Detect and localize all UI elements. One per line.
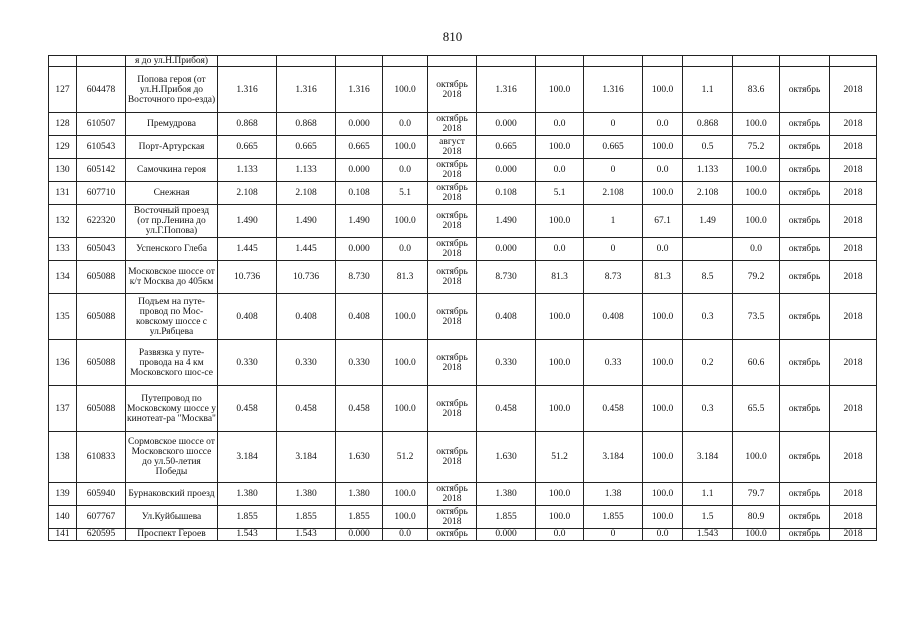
- cell-length-fact: 1.316: [477, 67, 536, 113]
- cell-length-2: 0: [584, 238, 643, 261]
- table-row: [49, 136, 877, 159]
- cell-number: 141: [49, 529, 77, 541]
- cell-length-3: 0.5: [683, 136, 733, 159]
- cell-date: октябрь 2018: [428, 432, 477, 483]
- cell-number: 130: [49, 159, 77, 182]
- cell-name: Успенского Глеба: [126, 238, 218, 261]
- cell-number: 135: [49, 294, 77, 340]
- cell-code: 610543: [77, 136, 126, 159]
- table-row: [49, 529, 877, 541]
- cell-percent-2: 100.0: [643, 136, 683, 159]
- cell-percent-3: 100.0: [733, 113, 780, 136]
- cell-percent-3: 100.0: [733, 182, 780, 205]
- cell-number: 131: [49, 182, 77, 205]
- cell-percent-done: 100.0: [383, 67, 428, 113]
- cell-date: октябрь 2018: [428, 386, 477, 432]
- table-row: [49, 294, 877, 340]
- cell-name: Подъем на путе-провод по Мос-ковскому шоссе с ул.Рябцева: [126, 294, 218, 340]
- cell-length-total: 1.490: [218, 205, 277, 238]
- cell-percent-fact: 100.0: [536, 340, 584, 386]
- cell-number: 140: [49, 506, 77, 529]
- table-row: [49, 159, 877, 182]
- cell-length-3: 0.2: [683, 340, 733, 386]
- cell-date: октябрь 2018: [428, 261, 477, 294]
- cell-percent-done: 100.0: [383, 386, 428, 432]
- cell-length-2: 3.184: [584, 432, 643, 483]
- cell-percent-fact: 81.3: [536, 261, 584, 294]
- cell-name: Порт-Артурская: [126, 136, 218, 159]
- cell-length-done: 1.490: [336, 205, 383, 238]
- cell-code: 604478: [77, 67, 126, 113]
- cell-percent-3: 79.2: [733, 261, 780, 294]
- cell-percent-2: 67.1: [643, 205, 683, 238]
- cell-length-plan: 0.330: [277, 340, 336, 386]
- cell-date: октябрь 2018: [428, 483, 477, 506]
- cell-length-done: 0.408: [336, 294, 383, 340]
- cell-date: октябрь 2018: [428, 113, 477, 136]
- cell-code: 605088: [77, 294, 126, 340]
- cell-length-total: 1.316: [218, 67, 277, 113]
- cell-month: октябрь: [780, 261, 830, 294]
- cell-length-done: 1.380: [336, 483, 383, 506]
- cell-name: Премудрова: [126, 113, 218, 136]
- cell-length-3: 0.3: [683, 294, 733, 340]
- table-row: [49, 113, 877, 136]
- cell-length-fact: 0.108: [477, 182, 536, 205]
- table-row: [49, 506, 877, 529]
- cell-length-total: 1.543: [218, 529, 277, 541]
- cell-length-done: 0.665: [336, 136, 383, 159]
- cell-length-3: 1.5: [683, 506, 733, 529]
- cell-percent-done: 0.0: [383, 238, 428, 261]
- cell-length-fact: 0.458: [477, 386, 536, 432]
- cell-code: 622320: [77, 205, 126, 238]
- cell-month: октябрь: [780, 506, 830, 529]
- cell-year: 2018: [830, 529, 877, 541]
- cell-length-done: 0.330: [336, 340, 383, 386]
- cell-year: 2018: [830, 238, 877, 261]
- cell-percent-2: 100.0: [643, 432, 683, 483]
- cell-percent-2: 100.0: [643, 340, 683, 386]
- cell-month: октябрь: [780, 159, 830, 182]
- cell-percent-done: 100.0: [383, 340, 428, 386]
- cell-percent-fact: 0.0: [536, 529, 584, 541]
- cell-length-done: 0.000: [336, 159, 383, 182]
- cell-length-done: 0.108: [336, 182, 383, 205]
- cell-percent-fact: 100.0: [536, 205, 584, 238]
- cell-percent-2: 100.0: [643, 294, 683, 340]
- cell-number: 134: [49, 261, 77, 294]
- cell-number: 138: [49, 432, 77, 483]
- cell-code: 610507: [77, 113, 126, 136]
- cell-percent-3: 100.0: [733, 159, 780, 182]
- cell-length-total: 0.665: [218, 136, 277, 159]
- cell-length-plan: 1.490: [277, 205, 336, 238]
- cell-percent-2: 0.0: [643, 529, 683, 541]
- cell-length-3: [683, 238, 733, 261]
- cell-number: 128: [49, 113, 77, 136]
- cell-percent-2: 100.0: [643, 506, 683, 529]
- cell-name: Проспект Героев: [126, 529, 218, 541]
- cell-length-2: 0.33: [584, 340, 643, 386]
- cell-length-plan: 0.868: [277, 113, 336, 136]
- cell-percent-3: 0.0: [733, 238, 780, 261]
- cell-length-3: 1.1: [683, 483, 733, 506]
- cell-date: октябрь 2018: [428, 294, 477, 340]
- cell-length-plan: 1.445: [277, 238, 336, 261]
- cell-year: 2018: [830, 136, 877, 159]
- cell-date: август 2018: [428, 136, 477, 159]
- cell-length-fact: 0.408: [477, 294, 536, 340]
- cell-length-3: 3.184: [683, 432, 733, 483]
- cell-length-total: 0.408: [218, 294, 277, 340]
- cell-percent-2: 0.0: [643, 159, 683, 182]
- cell-length-fact: 1.855: [477, 506, 536, 529]
- table-row: [49, 182, 877, 205]
- cell-length-plan: 10.736: [277, 261, 336, 294]
- cell-length-fact: 1.490: [477, 205, 536, 238]
- cell-length-2: 0.408: [584, 294, 643, 340]
- cell-length-2: 0.458: [584, 386, 643, 432]
- cell-length-total: 1.133: [218, 159, 277, 182]
- cell-percent-fact: 0.0: [536, 159, 584, 182]
- cell-length-plan: 0.665: [277, 136, 336, 159]
- cell-percent-3: 80.9: [733, 506, 780, 529]
- cell-code: 605088: [77, 340, 126, 386]
- roads-table: [48, 55, 877, 541]
- cell-month: октябрь: [780, 67, 830, 113]
- cell-length-fact: 8.730: [477, 261, 536, 294]
- cell-length-plan: 1.133: [277, 159, 336, 182]
- table-row-continued: [49, 56, 877, 67]
- cell-year: 2018: [830, 432, 877, 483]
- cell-length-2: 8.73: [584, 261, 643, 294]
- cell-length-done: 1.855: [336, 506, 383, 529]
- table-row: [49, 67, 877, 113]
- cell-date: октябрь 2018: [428, 340, 477, 386]
- cell-code: 607767: [77, 506, 126, 529]
- cell-percent-3: 100.0: [733, 529, 780, 541]
- cell-year: 2018: [830, 386, 877, 432]
- cell-name: Снежная: [126, 182, 218, 205]
- cell-length-3: 8.5: [683, 261, 733, 294]
- cell-length-plan: 3.184: [277, 432, 336, 483]
- cell-year: 2018: [830, 340, 877, 386]
- cell-percent-3: 60.6: [733, 340, 780, 386]
- cell-length-2: 1.855: [584, 506, 643, 529]
- cell-length-total: 3.184: [218, 432, 277, 483]
- cell-percent-done: 100.0: [383, 294, 428, 340]
- cell-name: Бурнаковский проезд: [126, 483, 218, 506]
- cell-length-fact: 0.000: [477, 159, 536, 182]
- cell-percent-done: 0.0: [383, 159, 428, 182]
- cell-length-total: 0.330: [218, 340, 277, 386]
- cell-percent-2: 100.0: [643, 182, 683, 205]
- cell-length-3: 2.108: [683, 182, 733, 205]
- cell-percent-fact: 100.0: [536, 294, 584, 340]
- table-row: [49, 386, 877, 432]
- page-number: 810: [442, 29, 463, 44]
- cell-percent-done: 0.0: [383, 113, 428, 136]
- cell-month: октябрь: [780, 136, 830, 159]
- cell-date: октябрь 2018: [428, 506, 477, 529]
- cell-length-total: 1.380: [218, 483, 277, 506]
- cell-length-total: 1.445: [218, 238, 277, 261]
- cell-month: октябрь: [780, 294, 830, 340]
- cell-date: октябрь 2018: [428, 205, 477, 238]
- cell-length-fact: 1.380: [477, 483, 536, 506]
- cell-length-plan: 2.108: [277, 182, 336, 205]
- cell-percent-fact: 100.0: [536, 506, 584, 529]
- cell-name: Восточный проезд (от пр.Ленина до ул.Г.Попова): [126, 205, 218, 238]
- cell-length-fact: 0.000: [477, 529, 536, 541]
- cell-month: октябрь: [780, 182, 830, 205]
- cell-length-3: 1.49: [683, 205, 733, 238]
- cell-percent-fact: 100.0: [536, 136, 584, 159]
- cell-number: 127: [49, 67, 77, 113]
- table-row: [49, 205, 877, 238]
- cell-percent-fact: 100.0: [536, 67, 584, 113]
- cell-percent-done: 5.1: [383, 182, 428, 205]
- cell-length-done: 0.458: [336, 386, 383, 432]
- cell-code: 610833: [77, 432, 126, 483]
- cell-year: 2018: [830, 261, 877, 294]
- cell-percent-3: 100.0: [733, 432, 780, 483]
- cell-name: Сормовское шоссе от Московского шоссе до ул.50-летия Победы: [126, 432, 218, 483]
- cell-percent-3: 75.2: [733, 136, 780, 159]
- cell-name: Развязка у путе-провода на 4 км Московского шос-се: [126, 340, 218, 386]
- cell-date: октябрь 2018: [428, 182, 477, 205]
- cell-name: Путепровод по Московскому шоссе у кинотеат-ра "Москва": [126, 386, 218, 432]
- cell-year: 2018: [830, 294, 877, 340]
- cell-percent-done: 100.0: [383, 136, 428, 159]
- cell-code: 605142: [77, 159, 126, 182]
- cell-length-3: 1.133: [683, 159, 733, 182]
- table-row: [49, 238, 877, 261]
- cell-code: 605043: [77, 238, 126, 261]
- cell-code: 620595: [77, 529, 126, 541]
- cell-year: 2018: [830, 182, 877, 205]
- table-body: [49, 67, 877, 541]
- cell-length-done: 0.000: [336, 238, 383, 261]
- cell-length-2: 1: [584, 205, 643, 238]
- cell-year: 2018: [830, 113, 877, 136]
- cell-length-total: 1.855: [218, 506, 277, 529]
- cell-length-total: 0.868: [218, 113, 277, 136]
- cell-length-fact: 0.000: [477, 238, 536, 261]
- cell-length-done: 0.000: [336, 529, 383, 541]
- cell-date: октябрь: [428, 529, 477, 541]
- cell-number: 139: [49, 483, 77, 506]
- cell-name: Ул.Куйбышева: [126, 506, 218, 529]
- cell-percent-2: 100.0: [643, 386, 683, 432]
- cell-year: 2018: [830, 506, 877, 529]
- cell-name: я до ул.Н.Прибоя): [126, 56, 218, 67]
- cell-length-total: 0.458: [218, 386, 277, 432]
- cell-percent-2: 100.0: [643, 483, 683, 506]
- cell-percent-done: 100.0: [383, 506, 428, 529]
- cell-length-2: 0.665: [584, 136, 643, 159]
- cell-percent-3: 73.5: [733, 294, 780, 340]
- cell-percent-2: 0.0: [643, 113, 683, 136]
- cell-length-3: 1.1: [683, 67, 733, 113]
- cell-percent-fact: 0.0: [536, 113, 584, 136]
- cell-month: октябрь: [780, 238, 830, 261]
- cell-month: октябрь: [780, 432, 830, 483]
- cell-length-plan: 1.543: [277, 529, 336, 541]
- cell-number: 129: [49, 136, 77, 159]
- cell-length-plan: 0.458: [277, 386, 336, 432]
- cell-length-plan: 1.855: [277, 506, 336, 529]
- cell-number: 136: [49, 340, 77, 386]
- cell-length-fact: 1.630: [477, 432, 536, 483]
- table-row: [49, 432, 877, 483]
- cell-percent-fact: 51.2: [536, 432, 584, 483]
- cell-length-done: 0.000: [336, 113, 383, 136]
- cell-month: октябрь: [780, 205, 830, 238]
- cell-length-3: 1.543: [683, 529, 733, 541]
- cell-percent-3: 100.0: [733, 205, 780, 238]
- cell-number: 137: [49, 386, 77, 432]
- cell-month: октябрь: [780, 113, 830, 136]
- table-row: [49, 261, 877, 294]
- cell-length-2: 1.316: [584, 67, 643, 113]
- cell-length-fact: 0.665: [477, 136, 536, 159]
- cell-length-2: 0: [584, 159, 643, 182]
- cell-month: октябрь: [780, 340, 830, 386]
- cell-length-fact: 0.000: [477, 113, 536, 136]
- cell-length-3: 0.868: [683, 113, 733, 136]
- cell-percent-done: 51.2: [383, 432, 428, 483]
- cell-month: октябрь: [780, 386, 830, 432]
- cell-name: Московское шоссе от к/т Москва до 405км: [126, 261, 218, 294]
- cell-name: Самочкина героя: [126, 159, 218, 182]
- cell-percent-fact: 100.0: [536, 386, 584, 432]
- cell-year: 2018: [830, 67, 877, 113]
- cell-year: 2018: [830, 205, 877, 238]
- cell-name: Попова героя (от ул.Н.Прибоя до Восточного про-езда): [126, 67, 218, 113]
- cell-percent-2: 100.0: [643, 67, 683, 113]
- cell-percent-3: 83.6: [733, 67, 780, 113]
- cell-length-done: 8.730: [336, 261, 383, 294]
- cell-month: октябрь: [780, 483, 830, 506]
- table-row: [49, 340, 877, 386]
- cell-percent-3: 79.7: [733, 483, 780, 506]
- cell-percent-done: 100.0: [383, 205, 428, 238]
- cell-number: 132: [49, 205, 77, 238]
- cell-percent-fact: 0.0: [536, 238, 584, 261]
- cell-length-plan: 1.380: [277, 483, 336, 506]
- cell-length-total: 10.736: [218, 261, 277, 294]
- cell-month: октябрь: [780, 529, 830, 541]
- cell-date: октябрь 2018: [428, 67, 477, 113]
- cell-code: 605088: [77, 261, 126, 294]
- cell-percent-2: 0.0: [643, 238, 683, 261]
- cell-length-3: 0.3: [683, 386, 733, 432]
- cell-length-2: 1.38: [584, 483, 643, 506]
- cell-length-2: 0: [584, 529, 643, 541]
- cell-length-done: 1.630: [336, 432, 383, 483]
- cell-percent-done: 0.0: [383, 529, 428, 541]
- table-row: [49, 483, 877, 506]
- cell-length-2: 2.108: [584, 182, 643, 205]
- cell-year: 2018: [830, 159, 877, 182]
- cell-percent-fact: 100.0: [536, 483, 584, 506]
- cell-year: 2018: [830, 483, 877, 506]
- cell-date: октябрь 2018: [428, 238, 477, 261]
- cell-number: 133: [49, 238, 77, 261]
- cell-code: 605940: [77, 483, 126, 506]
- cell-percent-done: 81.3: [383, 261, 428, 294]
- cell-code: 605088: [77, 386, 126, 432]
- cell-date: октябрь 2018: [428, 159, 477, 182]
- cell-percent-done: 100.0: [383, 483, 428, 506]
- cell-length-2: 0: [584, 113, 643, 136]
- cell-length-total: 2.108: [218, 182, 277, 205]
- cell-code: 607710: [77, 182, 126, 205]
- cell-length-done: 1.316: [336, 67, 383, 113]
- cell-length-fact: 0.330: [477, 340, 536, 386]
- cell-length-plan: 0.408: [277, 294, 336, 340]
- cell-percent-fact: 5.1: [536, 182, 584, 205]
- cell-percent-3: 65.5: [733, 386, 780, 432]
- cell-percent-2: 81.3: [643, 261, 683, 294]
- cell-length-plan: 1.316: [277, 67, 336, 113]
